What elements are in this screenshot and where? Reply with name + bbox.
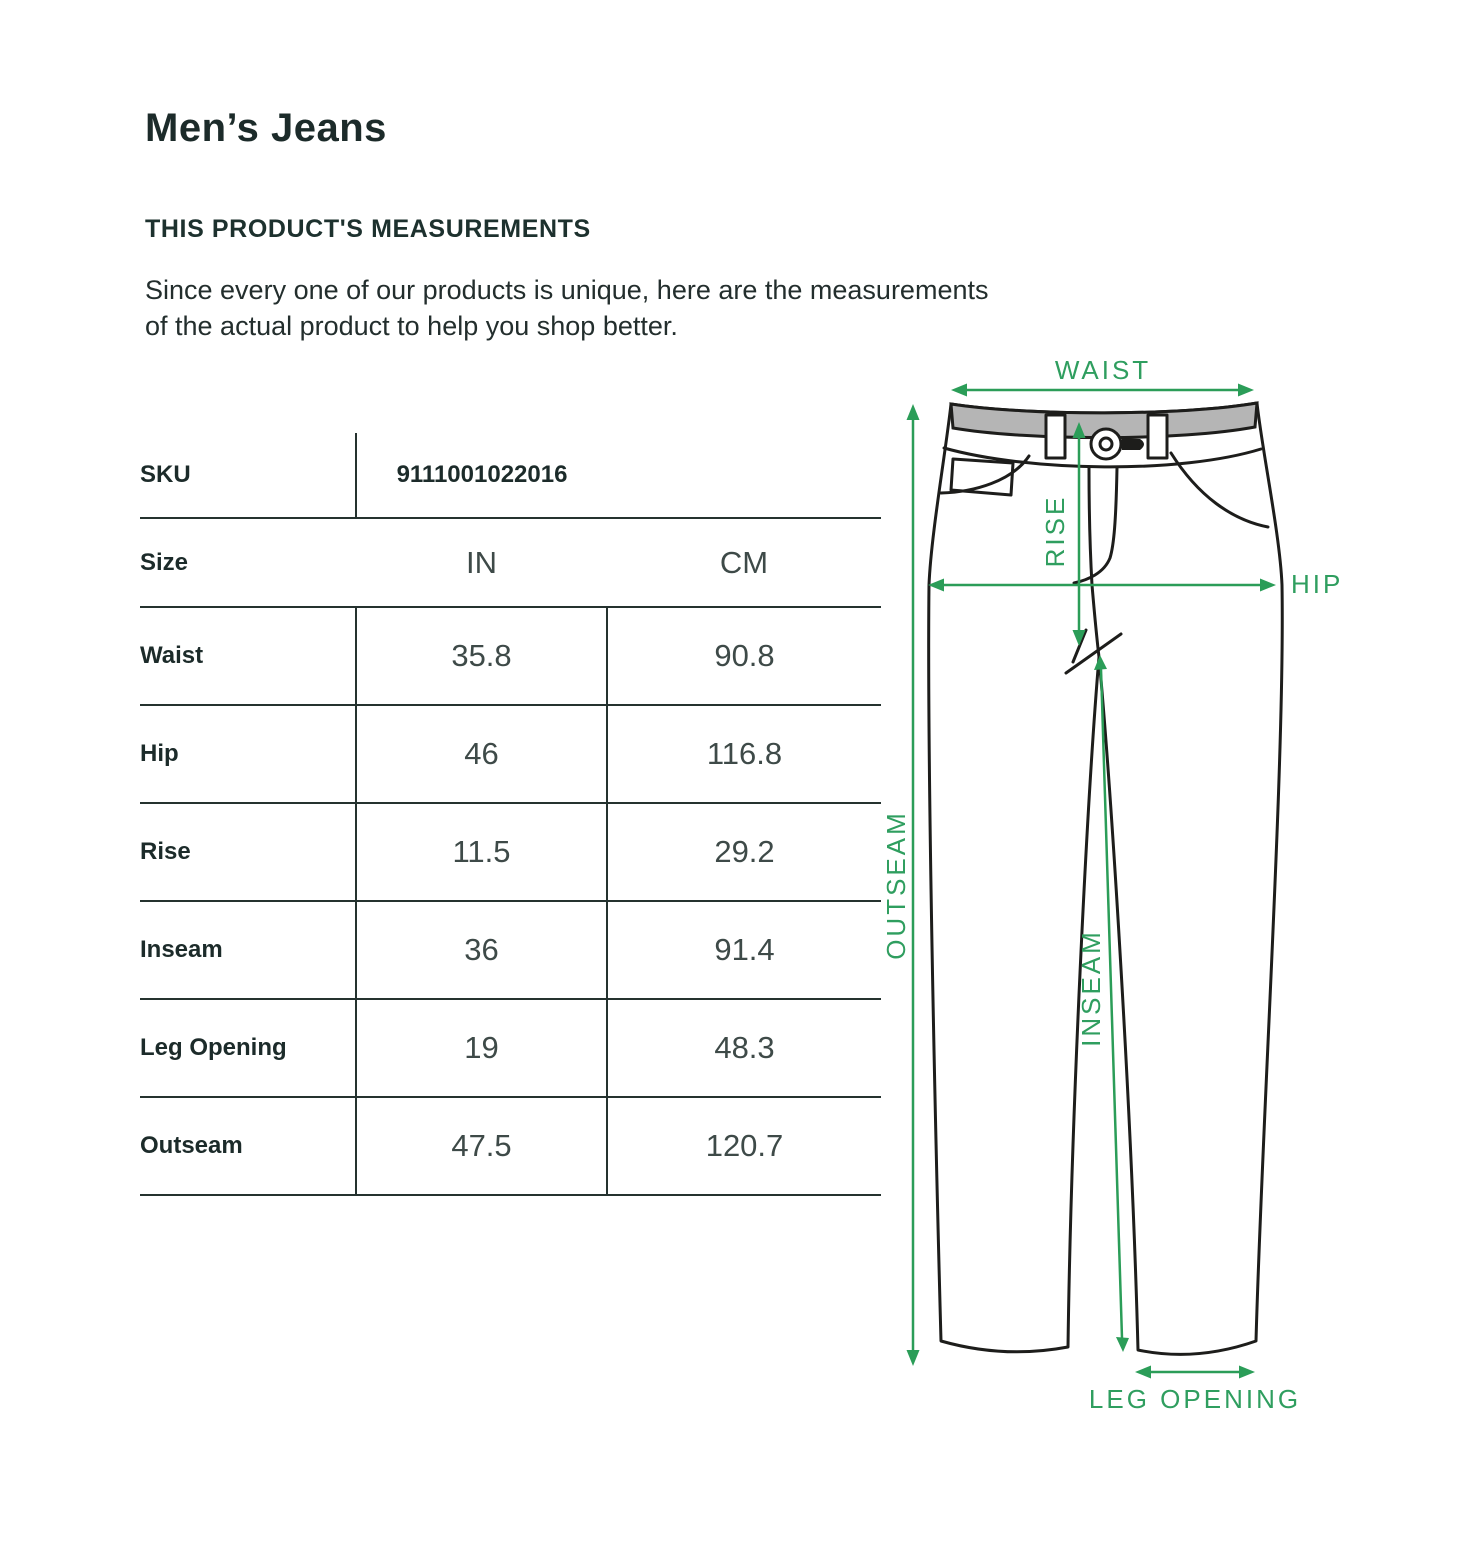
hip-arrow-label: HIP <box>1291 569 1344 599</box>
row-value-cm: 116.8 <box>607 705 881 803</box>
sku-row <box>140 433 881 518</box>
inseam-arrow-label: INSEAM <box>1076 929 1106 1047</box>
row-value-cm: 29.2 <box>607 803 881 901</box>
sku-value: 9111001022016 <box>356 433 607 518</box>
outseam-arrowhead-bottom <box>907 1350 920 1366</box>
button-tab-icon <box>1122 438 1144 450</box>
intro-line-2: of the actual product to help you shop better. <box>145 311 678 341</box>
outseam-arrow-label: OUTSEAM <box>881 810 911 960</box>
section-heading: THIS PRODUCT'S MEASUREMENTS <box>145 215 591 243</box>
row-value-cm: 90.8 <box>607 607 881 705</box>
jeans-diagram <box>850 350 1370 1440</box>
row-value-cm: 91.4 <box>607 901 881 999</box>
waist-arrowhead-right <box>1238 384 1254 397</box>
row-label: Leg Opening <box>140 999 356 1097</box>
row-value-in: 35.8 <box>356 607 607 705</box>
belt-loop-left <box>1046 415 1065 458</box>
row-label: Hip <box>140 705 356 803</box>
rise-arrow-label: RISE <box>1040 494 1070 568</box>
leg-opening-arrowhead-right <box>1239 1366 1255 1379</box>
row-value-in: 47.5 <box>356 1097 607 1195</box>
measurements-table <box>140 433 881 1196</box>
inseam-arrowhead-bottom <box>1116 1337 1129 1352</box>
page-title: Men’s Jeans <box>145 106 387 150</box>
intro-line-1: Since every one of our products is unique, here are the measurements <box>145 275 989 305</box>
table-row-rise <box>140 803 881 901</box>
table-row-inseam <box>140 901 881 999</box>
jeans-silhouette <box>929 403 1283 1354</box>
table-row-leg-opening <box>140 999 881 1097</box>
waist-arrowhead-left <box>951 384 967 397</box>
row-label: Outseam <box>140 1097 356 1195</box>
row-value-in: 36 <box>356 901 607 999</box>
unit-header-cm: CM <box>607 518 881 607</box>
row-label: Rise <box>140 803 356 901</box>
sku-label: SKU <box>140 433 356 518</box>
unit-header-in: IN <box>356 518 607 607</box>
row-value-in: 19 <box>356 999 607 1097</box>
sku-empty-cell <box>607 433 881 518</box>
row-label: Inseam <box>140 901 356 999</box>
belt-loop-right <box>1148 415 1167 458</box>
size-header-row <box>140 518 881 607</box>
row-value-in: 11.5 <box>356 803 607 901</box>
outseam-arrowhead-top <box>907 404 920 420</box>
row-label: Waist <box>140 607 356 705</box>
intro-text <box>145 272 988 344</box>
row-value-cm: 48.3 <box>607 999 881 1097</box>
row-value-in: 46 <box>356 705 607 803</box>
waist-arrow-label: WAIST <box>1054 355 1152 385</box>
table-row-hip <box>140 705 881 803</box>
table-row-outseam <box>140 1097 881 1195</box>
leg-opening-arrowhead-left <box>1135 1366 1151 1379</box>
leg-opening-arrow-label: LEG OPENING <box>1088 1384 1302 1414</box>
row-value-cm: 120.7 <box>607 1097 881 1195</box>
size-label: Size <box>140 518 356 607</box>
table-row-waist <box>140 607 881 705</box>
button-icon <box>1091 429 1121 459</box>
